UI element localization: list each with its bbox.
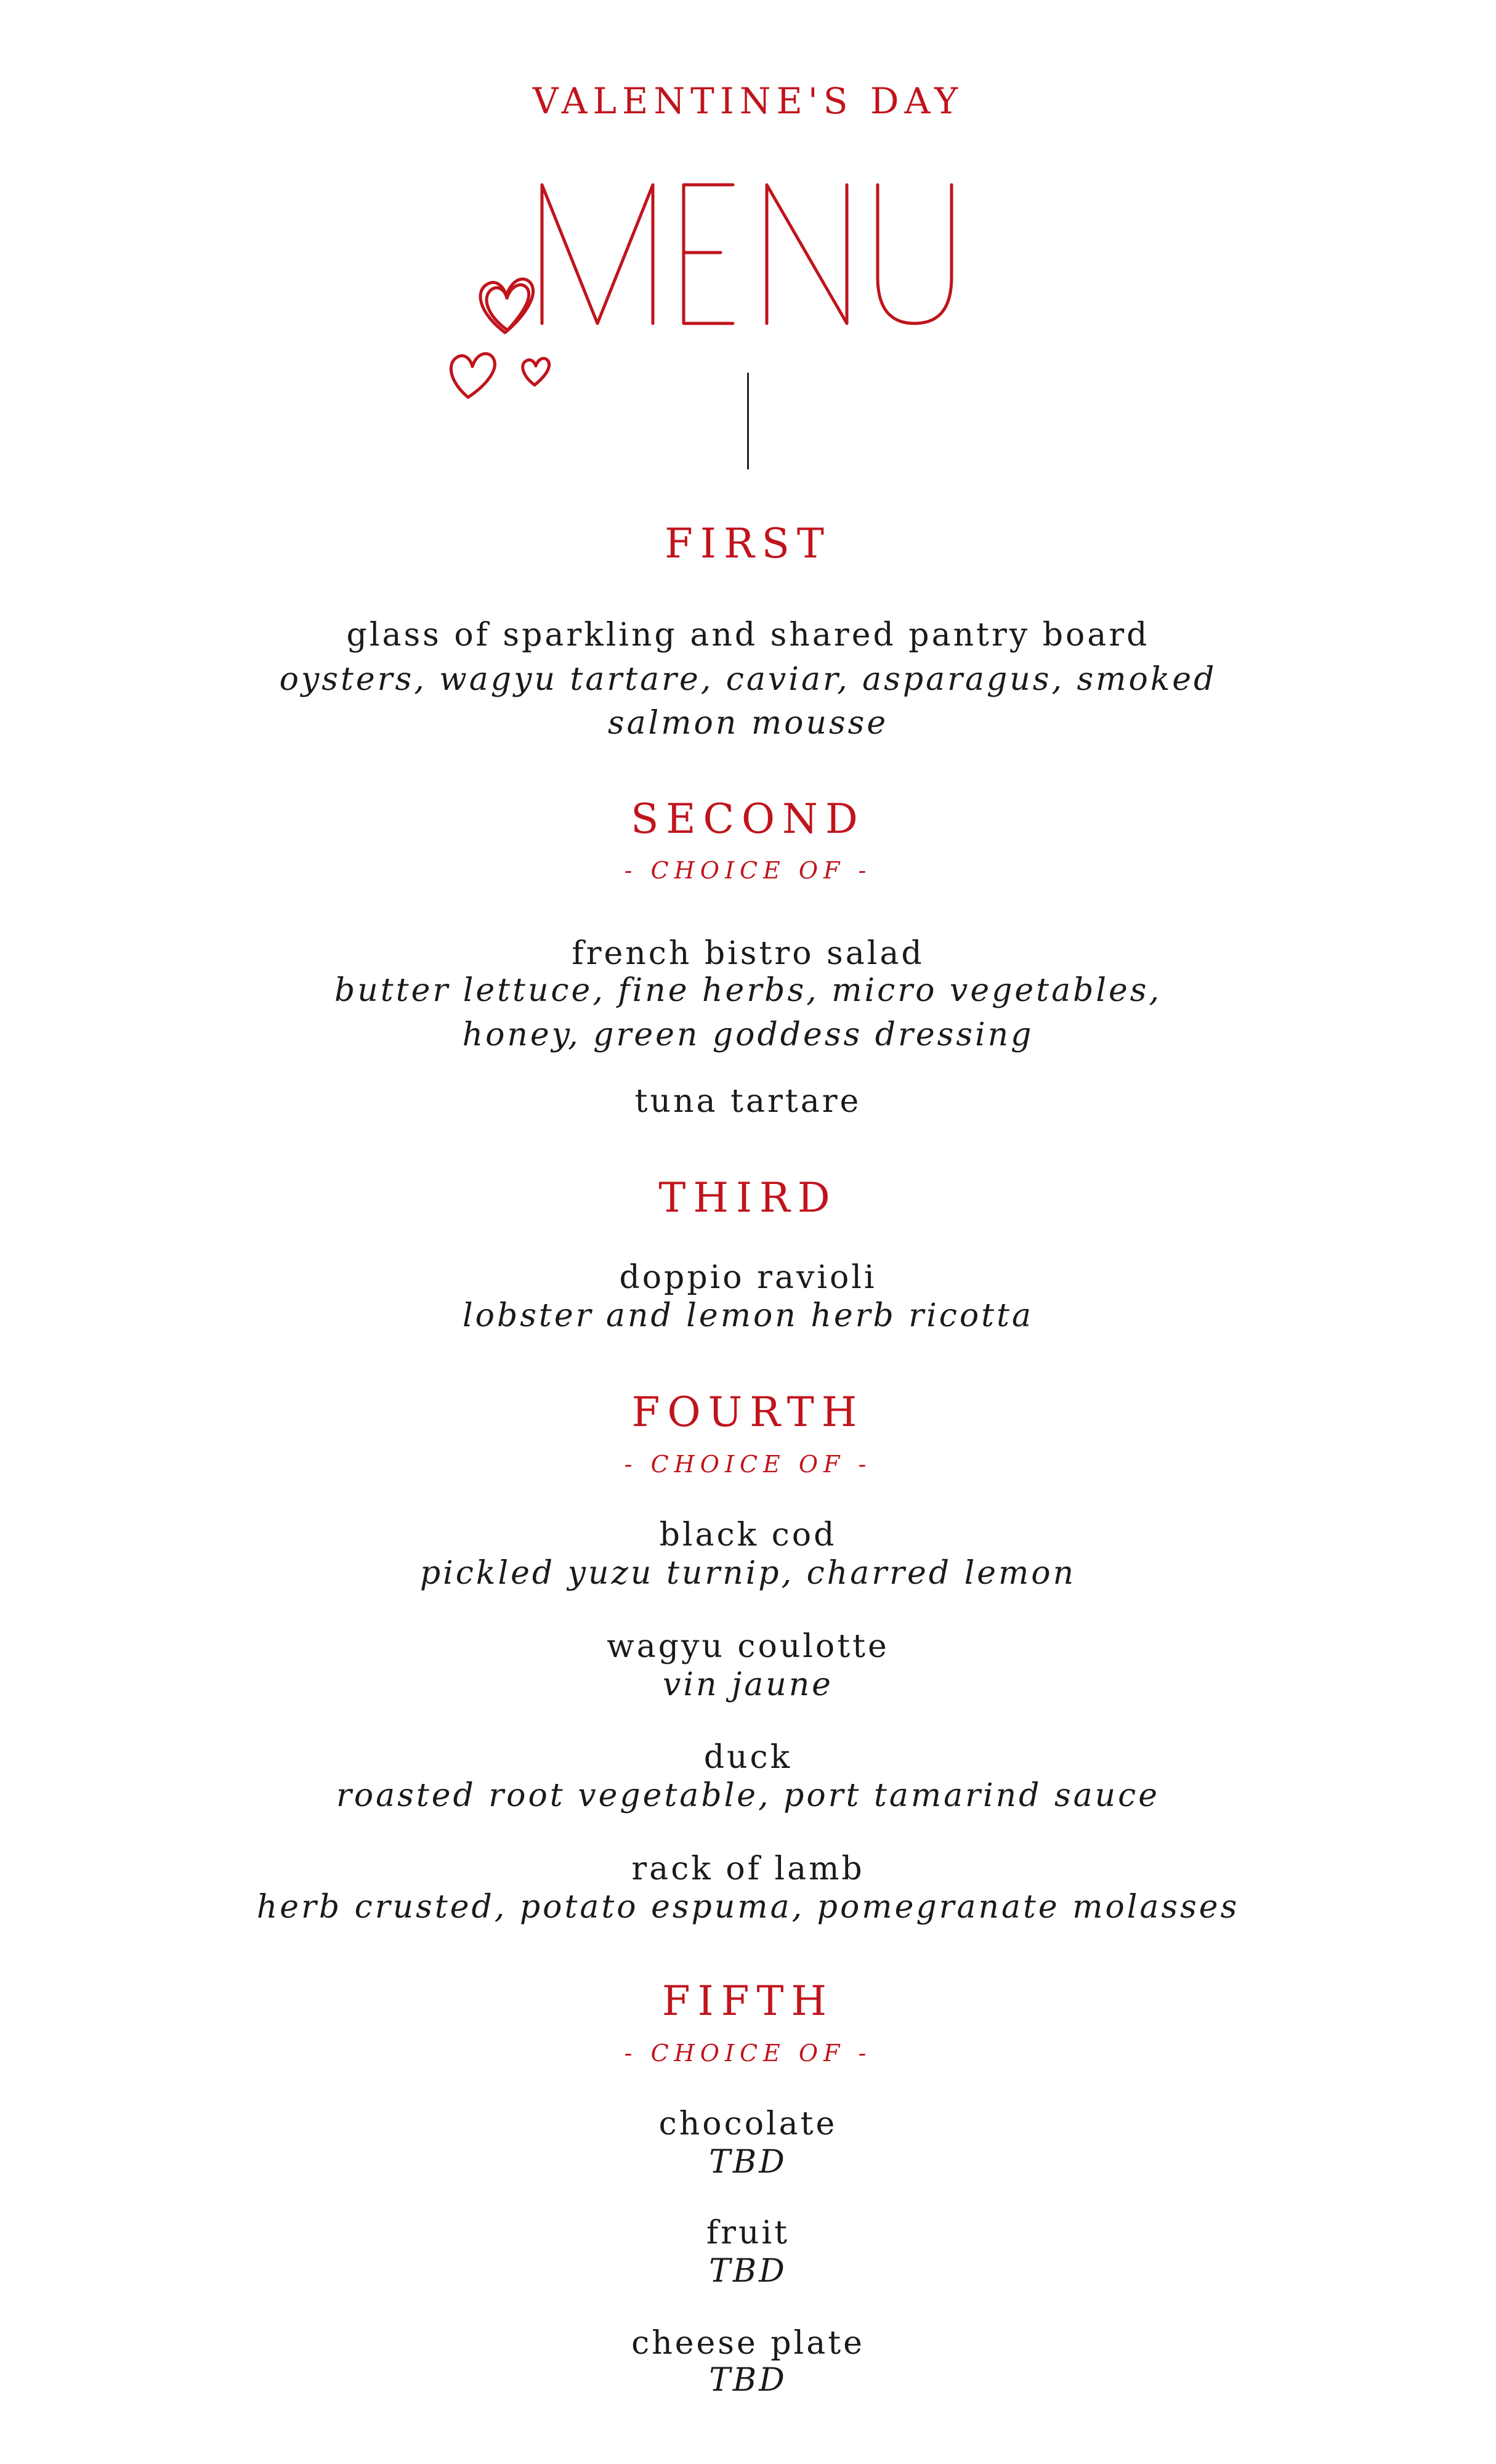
dish-description: honey, green goddess dressing	[462, 1016, 1034, 1053]
dish-name: cheese plate	[631, 2325, 865, 2362]
dish-description: TBD	[709, 2253, 787, 2290]
dish-name: wagyu coulotte	[607, 1628, 889, 1665]
course-heading-first: FIRST	[665, 520, 831, 567]
choice-of-label: - CHOICE OF -	[624, 1451, 872, 1478]
choice-of-label: - CHOICE OF -	[624, 2040, 872, 2067]
dish-description: butter lettuce, fine herbs, micro vegetables,	[334, 972, 1162, 1009]
dish-name: chocolate	[658, 2105, 838, 2142]
dish-description: roasted root vegetable, port tamarind sauce	[336, 1777, 1160, 1814]
course-heading-fourth: FOURTH	[631, 1388, 865, 1436]
heart-doodle-icon	[443, 271, 554, 407]
dish-description: TBD	[709, 2144, 787, 2181]
dish-description: pickled yuzu turnip, charred lemon	[419, 1555, 1077, 1592]
choice-of-label: - CHOICE OF -	[624, 857, 872, 884]
menu-title-lettering	[530, 166, 973, 333]
menu-title	[0, 166, 1496, 351]
dish-description: oysters, wagyu tartare, caviar, asparagus, smoked	[279, 661, 1217, 698]
dish-name: rack of lamb	[631, 1850, 865, 1887]
dish-name: duck	[703, 1739, 793, 1776]
course-heading-third: THIRD	[658, 1174, 838, 1222]
course-heading-second: SECOND	[631, 795, 865, 843]
menu-eyebrow: VALENTINE'S DAY	[532, 80, 964, 122]
dish-description: salmon mousse	[607, 705, 889, 742]
course-heading-fifth: FIFTH	[661, 1977, 835, 2025]
dish-name: tuna tartare	[634, 1083, 862, 1120]
dish-name: fruit	[706, 2215, 790, 2251]
dish-description: vin jaune	[663, 1666, 833, 1703]
dish-name: doppio ravioli	[619, 1259, 877, 1296]
dish-name: black cod	[659, 1517, 837, 1554]
dish-name: french bistro salad	[572, 935, 924, 972]
dish-name: glass of sparkling and shared pantry board	[346, 617, 1150, 654]
dish-description: TBD	[709, 2362, 787, 2399]
header-divider	[747, 373, 749, 469]
dish-description: herb crusted, potato espuma, pomegranate molasses	[256, 1889, 1240, 1926]
dish-description: lobster and lemon herb ricotta	[463, 1297, 1033, 1334]
